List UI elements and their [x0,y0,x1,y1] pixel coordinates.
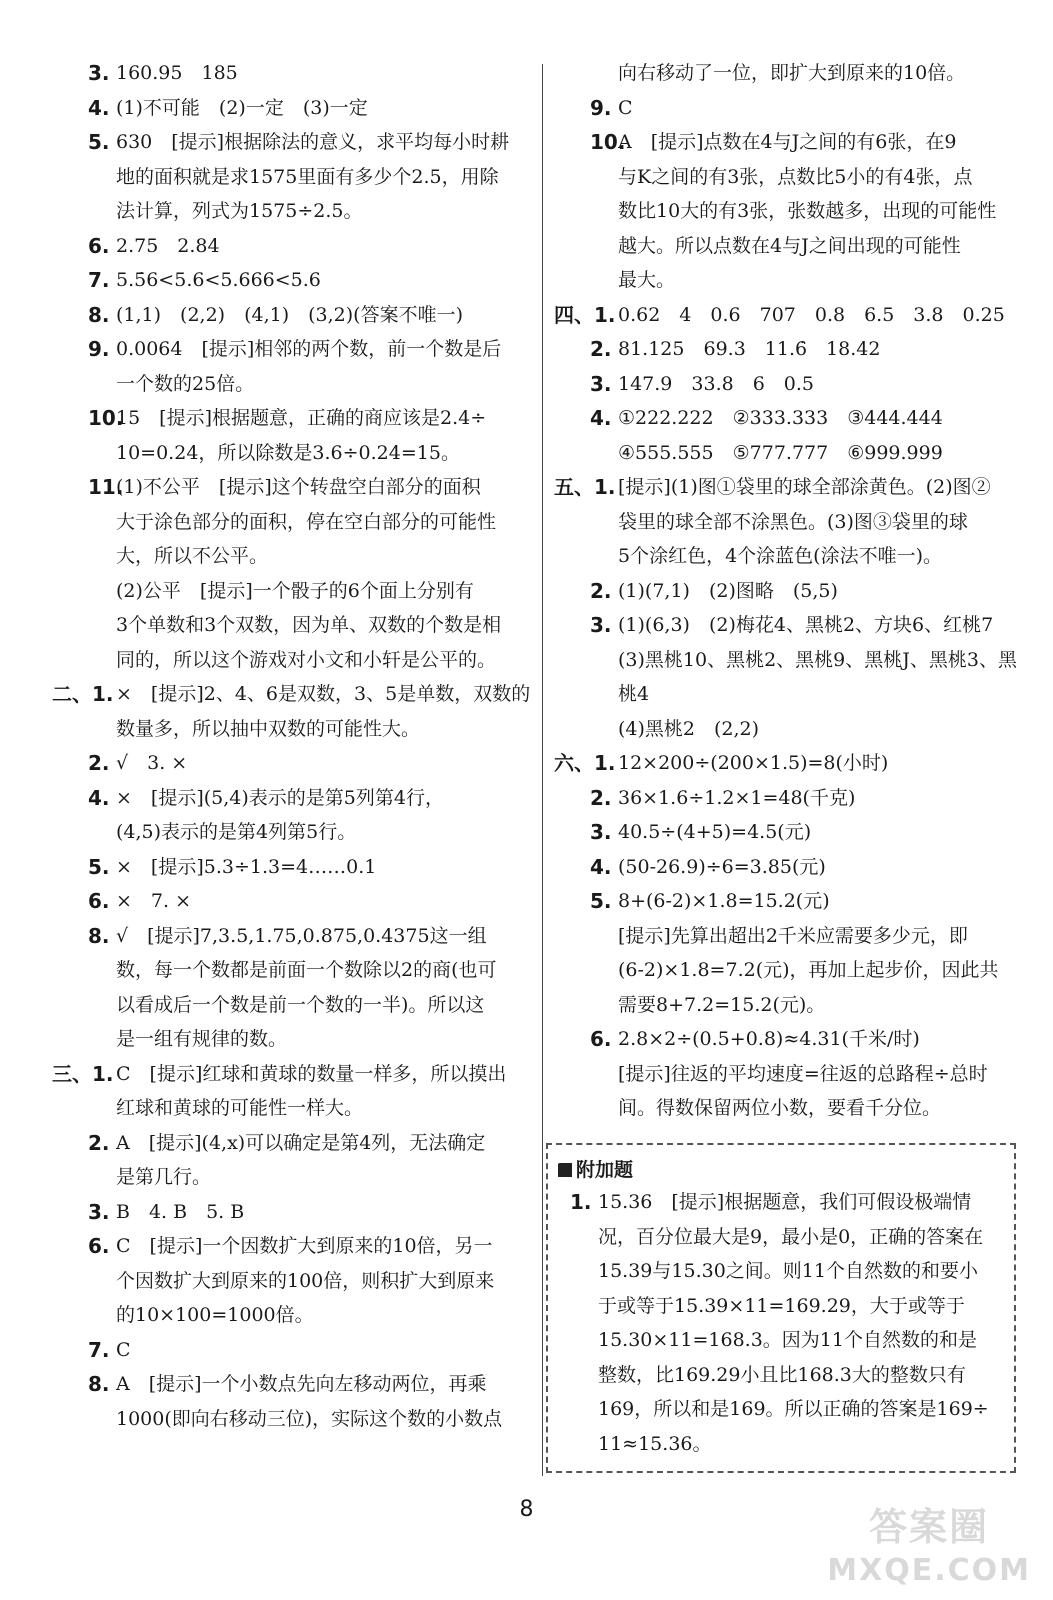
watermark [827,1505,1031,1593]
question-number: 2. [590,337,612,361]
answer-line [560,505,1030,540]
answer-line [58,1367,536,1402]
answer-text: 法计算，列式为1575÷2.5。 [116,200,363,222]
answer-line [560,1022,1030,1057]
answer-line [58,194,536,229]
answer-text: 袋里的球全部不涂黑色。(3)图③袋里的球 [618,510,968,533]
answer-text: √ [提示]7,3.5,1.75,0.875,0.4375这一组 [116,924,487,947]
answer-line [58,367,536,402]
answer-text: C [提示]红球和黄球的数量一样多，所以摸出 [116,1062,507,1085]
answer-line [560,988,1030,1023]
question-number: 6. [88,1234,110,1258]
answer-line [58,1160,536,1195]
answer-line [58,436,536,471]
answer-line [560,850,1030,885]
answer-line [560,229,1030,264]
answer-text: 36×1.6÷1.2×1=48(千克) [618,786,856,809]
answer-text: √ 3. × [116,752,188,774]
answer-line [560,367,1030,402]
answer-text: 147.9 33.8 6 0.5 [618,372,815,395]
answer-text: 8+(6-2)×1.8=15.2(元) [618,890,830,912]
answer-line [560,263,1030,298]
question-number: 9. [590,95,612,120]
question-number: 三、1. [52,1061,114,1086]
answer-text: 于或等于15.39×11=169.29，大于或等于 [598,1294,965,1317]
answer-line [58,332,536,367]
question-number: 3. [590,613,612,637]
answer-text: 15.36 [提示]根据题意，我们可假设极端情 [598,1191,972,1213]
answer-line [58,1333,536,1368]
watermark-url: MXQE.COM [827,1553,1031,1588]
answer-text: 是第几行。 [116,1166,212,1188]
question-number: 3. [88,1199,110,1224]
answer-text: C [116,1338,131,1361]
answer-line [58,125,536,160]
answer-text: 大于涂色部分的面积，停在空白部分的可能性 [116,510,497,533]
question-number: 5. [590,889,612,913]
answer-line [560,608,1030,643]
answer-text: 0.62 4 0.6 707 0.8 6.5 3.8 0.25 [618,303,1005,326]
answer-line [558,1185,1004,1220]
answer-text: (3)黑桃10、黑桃2、黑桃9、黑桃J、黑桃3、黑 [618,648,1017,671]
question-number: 3. [590,820,612,844]
left-column [52,56,536,1436]
answer-line [58,1402,536,1437]
answer-line [560,401,1030,436]
answer-text: 15.30×11=168.3。因为11个自然数的和是 [598,1329,977,1351]
answer-text: 桃4 [618,683,650,705]
answer-text: ④555.555 ⑤777.777 ⑥999.999 [618,441,943,464]
answer-line [560,643,1030,678]
answer-text: 数比10大的有3张，张数越多，出现的可能性 [618,200,997,222]
question-number: 2. [88,751,110,775]
question-number: 7. [88,1337,110,1362]
answer-line [560,574,1030,609]
answer-line [58,539,536,574]
question-number: 4. [590,854,612,879]
answer-line [58,884,536,919]
question-number: 3. [88,61,110,85]
answer-text: [提示](1)图①袋里的球全部涂黄色。(2)图② [618,476,991,498]
answer-line [560,1057,1030,1092]
question-number: 1. [570,1190,592,1214]
answer-line [58,919,536,954]
answer-text: 最大。 [618,269,676,291]
answer-text: 以看成后一个数是前一个数的一半)。所以这 [116,993,485,1016]
bonus-question-body [558,1185,1004,1461]
question-number: 二、1. [52,682,114,706]
answer-text: × [提示]5.3÷1.3=4……0.1 [116,855,377,878]
bookmark-icon [558,1163,572,1177]
question-number: 4. [88,785,110,810]
answer-text: 地的面积就是求1575里面有多少个2.5，用除 [116,165,499,188]
answer-text: ①222.222 ②333.333 ③444.444 [618,407,943,429]
answer-text: 3个单数和3个双数，因为单、双数的个数是相 [116,614,502,636]
answer-line [58,815,536,850]
answer-line [58,91,536,126]
answer-line [58,1264,536,1299]
answer-text: 需要8+7.2=15.2(元)。 [618,993,826,1016]
answer-line [58,56,536,91]
answer-text: (6-2)×1.8=7.2(元)，再加上起步价，因此共 [618,959,999,981]
question-number: 9. [88,337,110,361]
answer-text: 一个数的25倍。 [116,372,255,395]
answer-text: [提示]先算出超出2千米应需要多少元，即 [618,924,968,947]
question-number: 2. [88,1130,110,1155]
answer-line [560,815,1030,850]
answer-line [58,643,536,678]
answer-text: 15.39与15.30之间。则11个自然数的和要小 [598,1260,978,1282]
answer-text: 的10×100=1000倍。 [116,1304,314,1326]
answer-text: (50-26.9)÷6=3.85(元) [618,855,826,878]
right-column [554,56,1030,1126]
answer-line [560,332,1030,367]
answer-text: (1)不公平 [提示]这个转盘空白部分的面积 [116,476,481,498]
answer-line [558,1289,1004,1324]
answer-line [58,401,536,436]
answer-text: A [提示]点数在4与J之间的有6张，在9 [618,131,957,153]
answer-line [58,1091,536,1126]
column-divider [542,64,543,1476]
answer-line [58,1126,536,1161]
answer-text: A [提示](4,x)可以确定是第4列，无法确定 [116,1131,486,1154]
answer-line [58,160,536,195]
answer-text: 15 [提示]根据题意，正确的商应该是2.4÷ [116,407,487,429]
question-number: 五、1. [554,475,616,499]
answer-text: 1000(即向右移动三位)，实际这个数的小数点 [116,1407,503,1430]
answer-line [558,1323,1004,1358]
answer-text: 红球和黄球的可能性一样大。 [116,1097,364,1119]
answer-line [560,677,1030,712]
answer-line [558,1220,1004,1255]
answer-line [560,919,1030,954]
question-number: 11. [88,475,124,499]
question-number: 四、1. [554,302,616,327]
answer-text: 整数，比169.29小且比168.3大的整数只有 [598,1363,966,1386]
answer-text: 5个涂红色，4个涂蓝色(涂法不唯一)。 [618,545,943,567]
question-number: 6. [590,1027,612,1051]
bonus-question-title [558,1155,1004,1185]
answer-text: A [提示]一个小数点先向左移动两位，再乘 [116,1373,487,1395]
bonus-question-box [546,1143,1016,1473]
answer-line [58,470,536,505]
answer-line [560,194,1030,229]
answer-text: 0.0064 [提示]相邻的两个数，前一个数是后 [116,338,502,360]
bonus-title-text: 附加题 [576,1159,634,1181]
answer-line [58,850,536,885]
answer-text: 81.125 69.3 11.6̇ 18.42 [618,338,881,360]
question-number: 3. [590,371,612,396]
answer-line [58,298,536,333]
answer-line [560,56,1030,91]
answer-line [58,1022,536,1057]
answer-line [58,1298,536,1333]
answer-line [58,574,536,609]
answer-line [560,160,1030,195]
answer-text: (4,5)表示的是第4列第5行。 [116,821,357,843]
answer-text: (1)(6,3) (2)梅花4、黑桃2、方块6、红桃7 [618,614,994,636]
answer-line [58,608,536,643]
answer-text: 2.75 2.84 [116,234,220,257]
answer-text: 是一组有规律的数。 [116,1028,288,1050]
answer-line [58,988,536,1023]
answer-line [58,953,536,988]
answer-line [560,712,1030,747]
question-number: 6. [88,889,110,913]
answer-line [560,884,1030,919]
question-number: 7. [88,268,110,292]
answer-line [558,1427,1004,1462]
answer-line [560,436,1030,471]
answer-text: C [618,96,633,119]
answer-text: (2)公平 [提示]一个骰子的6个面上分别有 [116,579,474,602]
answer-text: (4)黑桃2 (2,2) [618,717,760,740]
answer-text: (1,1) (2,2) (4,1) (3,2)(答案不唯一) [116,303,463,326]
answer-line [58,1195,536,1230]
answer-line [558,1358,1004,1393]
question-number: 5. [88,130,110,154]
answer-line [58,1229,536,1264]
answer-line [558,1392,1004,1427]
question-number: 2. [590,785,612,810]
answer-text: 个因数扩大到原来的100倍，则积扩大到原来 [116,1269,495,1292]
answer-line [560,781,1030,816]
question-number: 4. [88,95,110,120]
answer-text: 与K之间的有3张，点数比5小的有4张，点 [618,165,973,188]
answer-line [554,298,1030,333]
answer-text: 间。得数保留两位小数，要看千分位。 [618,1097,942,1119]
answer-text: B 4. B 5. B [116,1200,245,1223]
answer-text: 向右移动了一位，即扩大到原来的10倍。 [618,62,966,84]
answer-text: 同的，所以这个游戏对小文和小轩是公平的。 [116,648,497,671]
answer-text: (1)不可能 (2)一定 (3)一定 [116,96,368,119]
question-number: 8. [88,923,110,948]
answer-text: 10=0.24，所以除数是3.6÷0.24=15。 [116,441,460,464]
question-number: 10. [590,130,626,154]
question-number: 8. [88,1372,110,1396]
answer-line [560,91,1030,126]
answer-text: 12×200÷(200×1.5)=8(小时) [618,752,889,774]
answer-text: [提示]往返的平均速度=往返的总路程÷总时 [618,1062,988,1085]
answer-line [58,505,536,540]
answer-line [58,781,536,816]
answer-text: 40.5÷(4+5)=4.5(元) [618,821,812,843]
question-number: 六、1. [554,751,616,775]
answer-line [52,677,536,712]
answer-line [52,1057,536,1092]
answer-text: 11≈15.36。 [598,1432,712,1455]
answer-text: 大，所以不公平。 [116,545,269,567]
answer-text: 160.95 185 [116,62,238,84]
answer-text: 5.5̇6<5.6<5.666<5.6 [116,269,321,291]
answer-line [58,746,536,781]
answer-text: 169，所以和是169。所以正确的答案是169÷ [598,1398,989,1420]
answer-line [58,712,536,747]
answer-line [554,470,1030,505]
answer-text: × 7. × [116,890,192,912]
answer-text: 越大。所以点数在4与J之间出现的可能性 [618,234,961,257]
answer-line [58,229,536,264]
answer-text: C [提示]一个因数扩大到原来的10倍，另一 [116,1235,493,1257]
question-number: 5. [88,854,110,879]
question-number: 4. [590,406,612,430]
answer-text: 数，每一个数都是前面一个数除以2的商(也可 [116,959,497,981]
answer-text: (1)(7,1) (2)图略 (5,5) [618,579,838,602]
answer-line [560,539,1030,574]
answer-line [560,125,1030,160]
question-number: 8. [88,302,110,327]
question-number: 6. [88,233,110,258]
watermark-logo-text: 答案圈 [869,1505,990,1549]
page-number: 8 [519,1497,534,1522]
question-number: 2. [590,578,612,603]
answer-text: 况，百分位最大是9，最小是0，正确的答案在 [598,1225,984,1248]
answer-text: 2.8×2÷(0.5+0.8)≈4.31(千米/时) [618,1028,920,1050]
answer-text: 630 [提示]根据除法的意义，求平均每小时耕 [116,131,510,153]
answer-text: 数量多，所以抽中双数的可能性大。 [116,717,421,740]
answer-text: × [提示]2、4、6是双数，3、5是单数，双数的 [116,683,531,705]
answer-line [560,953,1030,988]
answer-line [560,1091,1030,1126]
answer-text: × [提示](5,4)表示的是第5列第4行， [116,786,444,809]
question-number: 10. [88,406,124,430]
answer-line [58,263,536,298]
answer-line [554,746,1030,781]
answer-line [558,1254,1004,1289]
